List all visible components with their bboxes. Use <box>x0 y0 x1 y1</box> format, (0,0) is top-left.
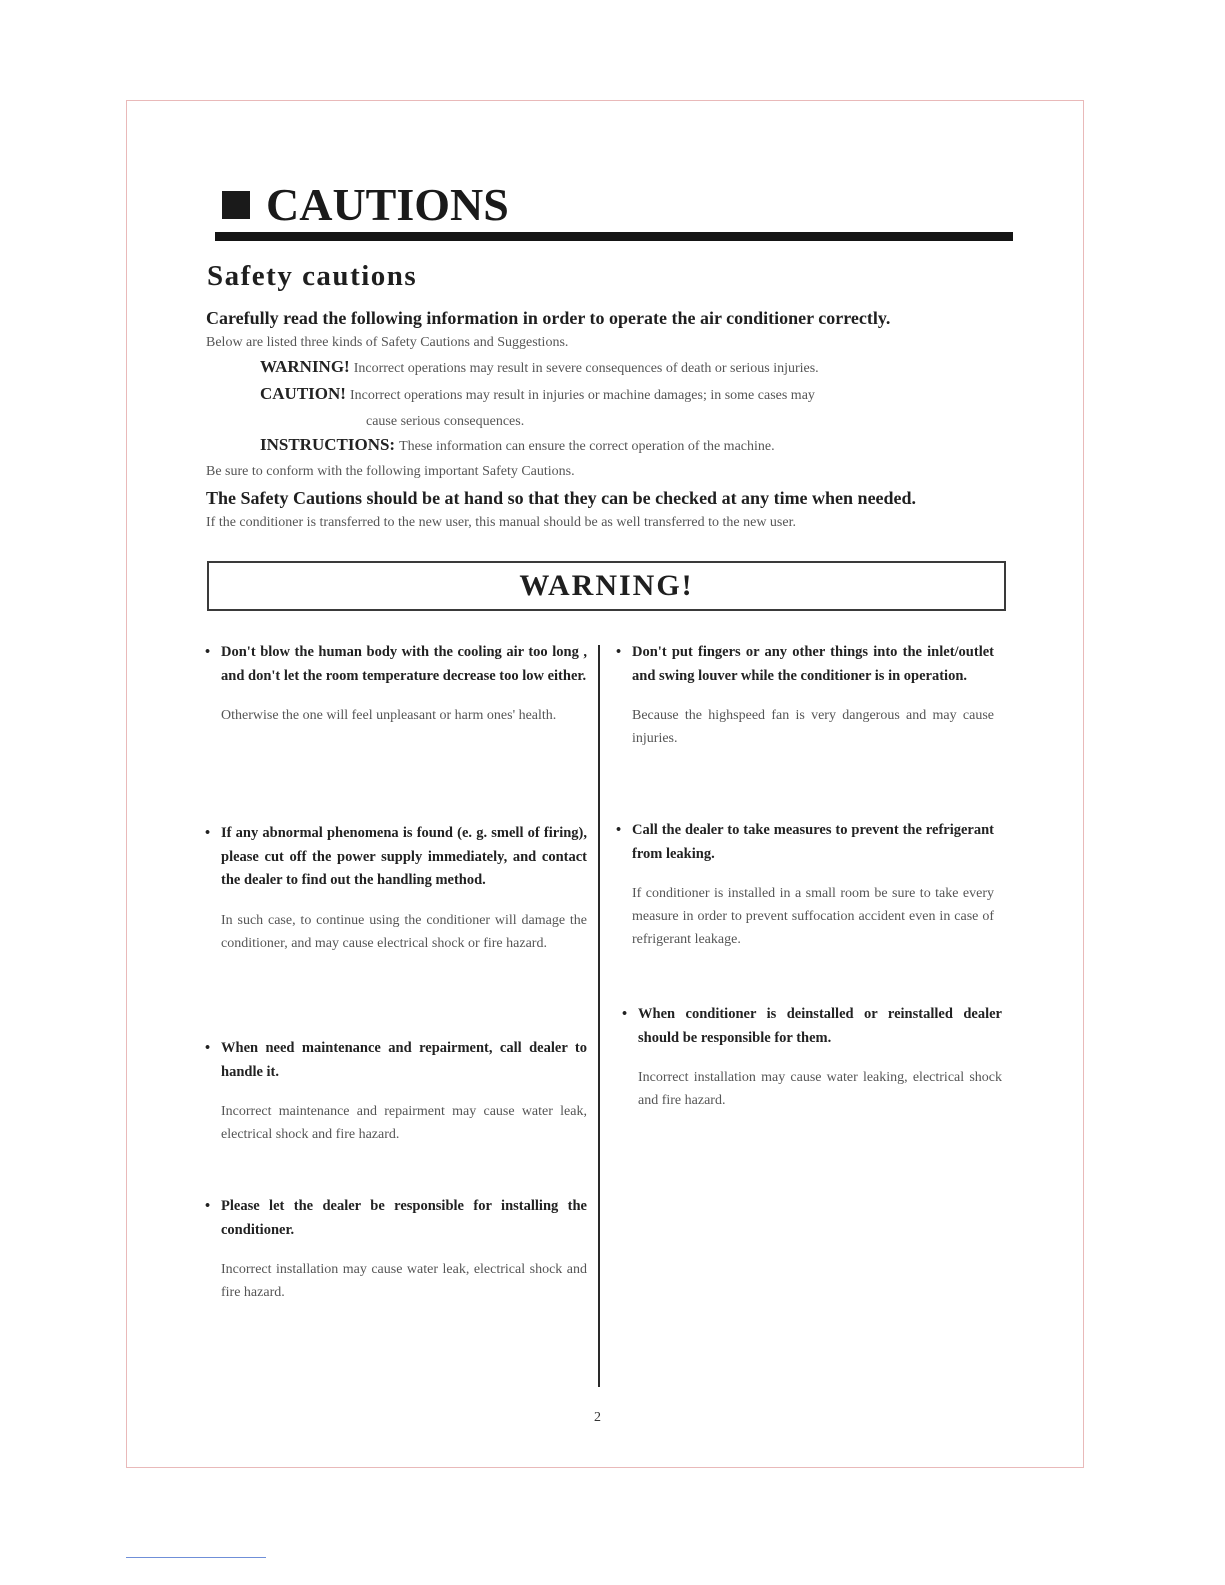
bullet-icon: • <box>616 644 622 660</box>
warning-box <box>207 561 1006 611</box>
warning-item-head <box>616 641 994 688</box>
bullet-icon: • <box>205 1198 211 1214</box>
warning-item-head <box>622 1003 1002 1050</box>
warning-item-head <box>616 819 994 866</box>
warning-item <box>205 641 587 727</box>
warning-item-body: In such case, to continue using the conditioner will damage the conditioner, and may cause electrical shock or fire hazard. <box>221 912 587 951</box>
warning-item-head-text: Don't blow the human body with the cooling air too long , and don't let the room temperature decrease too low either. <box>221 644 587 684</box>
warning-item-head-text: When conditioner is deinstalled or reinstalled dealer should be responsible for them. <box>638 1006 1002 1046</box>
warning-item <box>616 819 994 951</box>
bullet-icon: • <box>205 644 211 660</box>
title-rule <box>215 232 1013 241</box>
corner-mark <box>126 1557 266 1558</box>
level-instructions <box>260 435 775 455</box>
transfer-text: If the conditioner is transferred to the new user, this manual should be as well transferred to the new user. <box>206 515 796 530</box>
level-warning-text: Incorrect operations may result in severe consequences of death or serious injuries. <box>353 361 819 376</box>
section-heading: Safety cautions <box>207 260 418 292</box>
warning-item <box>205 1195 587 1304</box>
warning-item <box>205 1037 587 1146</box>
warning-item-head-text: Please let the dealer be responsible for installing the conditioner. <box>221 1198 587 1238</box>
warning-item-head <box>205 1037 587 1084</box>
warning-item-head <box>205 822 587 893</box>
level-caution-text: Incorrect operations may result in injuries or machine damages; in some cases may <box>349 388 815 403</box>
bullet-icon: • <box>205 1040 211 1056</box>
warning-item <box>622 1003 1002 1112</box>
lead-text: Carefully read the following information in order to operate the air conditioner correctly. <box>206 308 891 328</box>
level-caution-label: CAUTION! <box>260 384 346 403</box>
page-title <box>222 178 509 232</box>
warning-item-body: Otherwise the one will feel unpleasant or harm ones' health. <box>221 708 557 723</box>
warning-item-head <box>205 641 587 688</box>
warning-item-head-text: Call the dealer to take measures to prevent the refrigerant from leaking. <box>632 822 994 862</box>
page-title-text: CAUTIONS <box>266 179 509 230</box>
bullet-icon: • <box>616 822 622 838</box>
warning-item-head-text: Don't put fingers or any other things into the inlet/outlet and swing louver while the conditioner is in operation. <box>632 644 994 684</box>
warning-item-head-text: If any abnormal phenomena is found (e. g. smell of firing), please cut off the power supply immediately, and contact the dealer to find out the handling method. <box>221 825 587 888</box>
level-instructions-label: INSTRUCTIONS: <box>260 435 396 454</box>
conform-text: Be sure to conform with the following important Safety Cautions. <box>206 464 575 479</box>
listed-text: Below are listed three kinds of Safety Cautions and Suggestions. <box>206 335 569 350</box>
warning-item <box>616 641 994 750</box>
square-bullet-icon <box>222 191 250 219</box>
level-warning <box>260 357 819 377</box>
warning-item-body: Incorrect maintenance and repairment may cause water leak, electrical shock and fire hazard. <box>221 1104 587 1142</box>
warning-item-body: Incorrect installation may cause water leaking, electrical shock and fire hazard. <box>638 1070 1002 1108</box>
page-number: 2 <box>594 1410 601 1425</box>
warning-item-body: Because the highspeed fan is very dangerous and may cause injuries. <box>632 708 994 746</box>
warning-heading: WARNING! <box>519 569 694 602</box>
warning-item <box>205 822 587 955</box>
warning-item-head <box>205 1195 587 1242</box>
at-hand-text: The Safety Cautions should be at hand so that they can be checked at any time when needed. <box>206 488 917 508</box>
bullet-icon: • <box>205 825 211 841</box>
bullet-icon: • <box>622 1006 628 1022</box>
warning-item-body: Incorrect installation may cause water leak, electrical shock and fire hazard. <box>221 1262 587 1300</box>
level-caution-text-2: cause serious consequences. <box>366 414 525 429</box>
column-divider <box>598 645 600 1387</box>
level-caution <box>260 384 815 404</box>
level-warning-label: WARNING! <box>260 357 350 376</box>
level-instructions-text: These information can ensure the correct operation of the machine. <box>399 439 775 454</box>
warning-item-head-text: When need maintenance and repairment, call dealer to handle it. <box>221 1040 587 1080</box>
warning-item-body: If conditioner is installed in a small room be sure to take every measure in order to prevent suffocation accident even in case of refrigerant leakage. <box>632 886 994 947</box>
